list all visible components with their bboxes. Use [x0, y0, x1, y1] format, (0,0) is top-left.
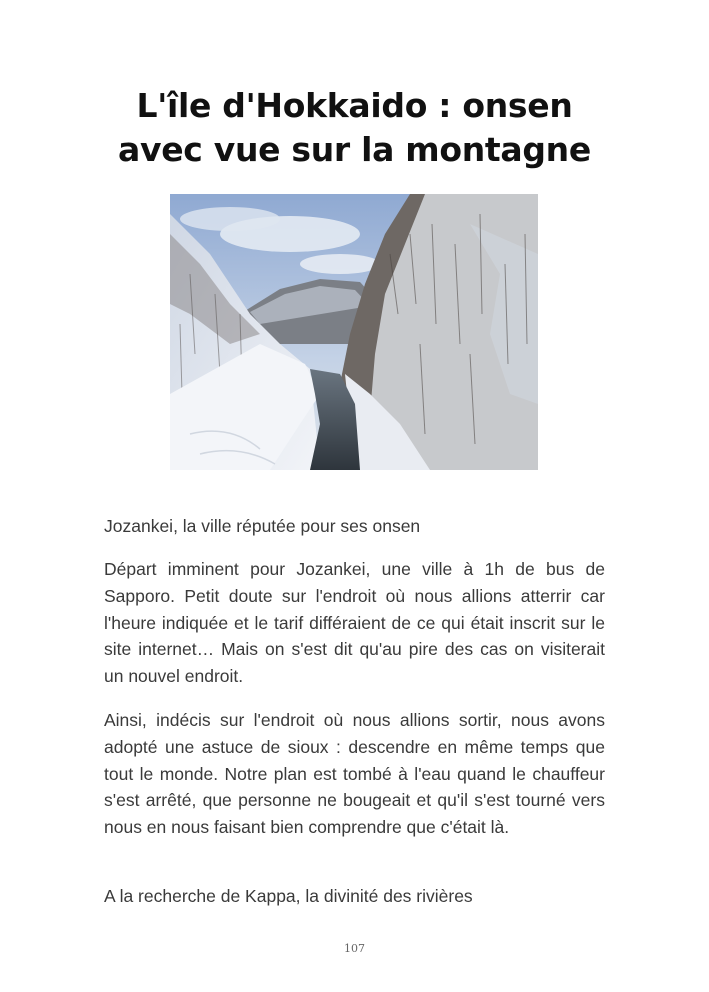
- section-heading-jozankei: [104, 513, 605, 539]
- paragraph-1: Départ imminent pour Jozankei, une ville à 1h de bus de Sapporo. Petit doute sur l'endroit où nous allions atterrir car l'heure indiquée et le tarif différaient de ce qui était inscrit sur le site internet… Mais on s'est dit qu'au pire des cas on visiterait un nouvel endroit.: [104, 559, 605, 687]
- snowy-gorge-photo: [170, 194, 538, 470]
- paragraph-1-container: [104, 556, 605, 690]
- paragraph-2: Ainsi, indécis sur l'endroit où nous allions sortir, nous avons adopté une astuce de sioux : descendre en même temps que tout le monde. Notre plan est tombé à l'eau quand le chauffeur s'est arrêté, que personne ne bougeait et qu'il s'est tourné vers nous en nous faisant bien comprendre que c'était là.: [104, 710, 605, 838]
- title-line-2: avec vue sur la montagne: [118, 130, 591, 169]
- title-line-1: L'île d'Hokkaido : onsen: [136, 86, 573, 125]
- page-number: 107: [344, 942, 365, 955]
- section-heading-kappa: [104, 883, 605, 909]
- page-title: [60, 84, 649, 172]
- paragraph-2-container: [104, 707, 605, 841]
- section-heading-2: A la recherche de Kappa, la divinité des rivières: [104, 886, 473, 906]
- section-heading-1: Jozankei, la ville réputée pour ses onsen: [104, 516, 421, 536]
